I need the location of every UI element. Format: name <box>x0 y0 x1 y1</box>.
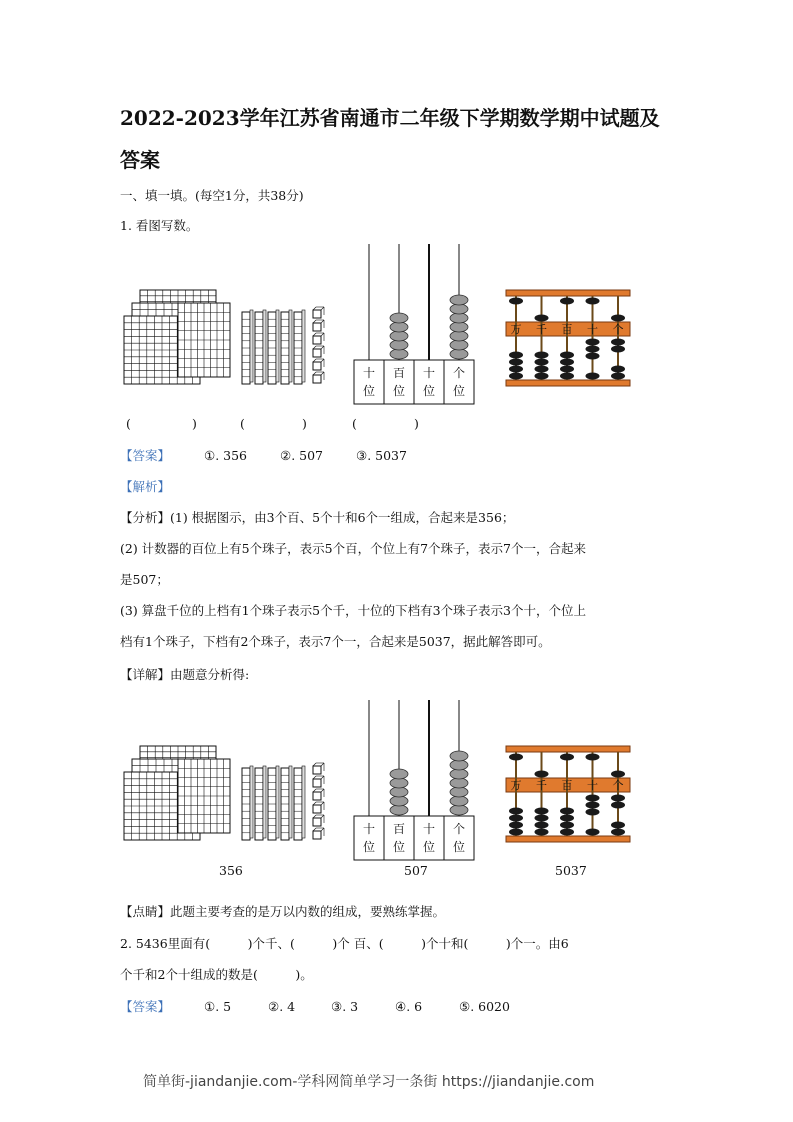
abacus-bead <box>611 315 625 322</box>
figure-row-2 <box>118 696 638 866</box>
abacus-bead <box>586 298 600 305</box>
unit-cube <box>313 779 321 787</box>
abacus-bead <box>586 339 600 346</box>
counter-label: 个 <box>452 366 466 380</box>
counter-bead <box>450 331 468 341</box>
abacus-bead <box>535 366 549 373</box>
answer-blank-2-close: ) <box>302 416 307 431</box>
counter-bead <box>450 787 468 797</box>
figure-value-3: 5037 <box>555 863 587 878</box>
counter-bead <box>450 322 468 332</box>
counter-bead <box>390 313 408 323</box>
unit-cube <box>313 362 321 370</box>
analysis-line-4: (3) 算盘千位的上档有1个珠子表示5个千，十位的下档有3个珠子表示3个十，个位上 <box>120 603 586 618</box>
answer-q2-2: ②. 4 <box>268 999 296 1014</box>
abacus-bead <box>586 373 600 380</box>
answer-2: ②. 507 <box>280 448 324 463</box>
footer-watermark: 简单街-jiandanjie.com-学科网简单学习一条街 https://jiandanjie.com <box>143 1074 595 1090</box>
abacus-bead <box>509 352 523 359</box>
abacus-frame-bottom <box>506 380 630 386</box>
counter-bead <box>390 349 408 359</box>
counter-label: 位 <box>422 384 436 398</box>
abacus-bead <box>560 829 574 836</box>
abacus-bead <box>509 829 523 836</box>
question-2-line-2: 个千和2个十组成的数是( )。 <box>120 967 313 982</box>
answer-q2-1: ①. 5 <box>204 999 232 1014</box>
unit-cube <box>313 818 321 826</box>
counter-bead <box>390 796 408 806</box>
page-title-line2: 答案 <box>120 148 160 172</box>
counter-bead <box>450 751 468 761</box>
unit-cubes <box>313 307 324 383</box>
counter-label: 十 <box>362 366 376 380</box>
abacus-bead <box>611 822 625 829</box>
abacus-bead <box>586 353 600 360</box>
abacus-bead <box>509 808 523 815</box>
abacus-bead <box>509 815 523 822</box>
abacus-bead <box>560 298 574 305</box>
abacus-bead <box>611 346 625 353</box>
counter-label: 位 <box>362 384 376 398</box>
abacus-frame-top <box>506 746 630 752</box>
abacus-bead <box>509 298 523 305</box>
unit-cube <box>313 310 321 318</box>
abacus-bead <box>586 795 600 802</box>
page-title-line1: 2022-2023学年江苏省南通市二年级下学期数学期中试题及 <box>120 106 660 130</box>
counter-label: 位 <box>362 840 376 854</box>
abacus-bead <box>611 829 625 836</box>
counter-bead <box>450 340 468 350</box>
abacus-bead <box>535 829 549 836</box>
unit-cube <box>313 766 321 774</box>
analysis-line-5: 档有1个珠子，下档有2个珠子，表示7个一，合起来是5037，据此解答即可。 <box>120 634 551 649</box>
comment: 【点睛】此题主要考查的是万以内数的组成，要熟练掌握。 <box>120 904 446 919</box>
counter-label: 百 <box>392 822 406 836</box>
analysis-line-1: 【分析】(1) 根据图示，由3个百、5个十和6个一组成，合起来是356； <box>120 510 515 525</box>
counter-bead <box>450 760 468 770</box>
answer-tag: 【答案】 <box>120 999 171 1014</box>
question-2-line-1: 2. 5436里面有( )个千、( )个 百、( )个十和( )个一。由6 <box>120 936 569 951</box>
answer-row-2 <box>120 997 510 1017</box>
abacus-bead <box>535 315 549 322</box>
abacus-bead <box>586 346 600 353</box>
counter-label: 百 <box>392 366 406 380</box>
abacus-label: 百 <box>561 779 573 792</box>
abacus-bead <box>611 373 625 380</box>
answer-1: ①. 356 <box>204 448 248 463</box>
abacus-bead <box>535 808 549 815</box>
abacus-frame-top <box>506 290 630 296</box>
counter-bead <box>450 769 468 779</box>
answer-blank-3-close: ) <box>414 416 419 431</box>
abacus-bead <box>535 359 549 366</box>
answer-3: ③. 5037 <box>356 448 407 463</box>
counter-diagram <box>354 244 474 404</box>
ten-rods <box>242 766 305 840</box>
abacus-bead <box>560 366 574 373</box>
answer-blank-3-open: ( <box>352 416 357 431</box>
counter-bead <box>450 304 468 314</box>
counter-bead <box>450 349 468 359</box>
abacus-bead <box>509 822 523 829</box>
counter-bead <box>390 331 408 341</box>
abacus-label: 百 <box>561 323 573 336</box>
answer-q2-5: ⑤. 6020 <box>459 999 510 1014</box>
section-heading: 一、填一填。(每空1分，共38分) <box>120 188 304 203</box>
answer-q2-3: ③. 3 <box>331 999 359 1014</box>
abacus-label: 个 <box>612 323 624 336</box>
abacus-bead <box>535 373 549 380</box>
analysis-tag: 【解析】 <box>120 479 171 494</box>
abacus-bead <box>535 822 549 829</box>
abacus-bead <box>560 373 574 380</box>
abacus-bead <box>560 352 574 359</box>
ten-rods <box>242 310 305 384</box>
hundred-blocks <box>124 746 230 840</box>
counter-bead <box>390 340 408 350</box>
counter-bead <box>390 322 408 332</box>
abacus-label: 万 <box>510 323 522 336</box>
figure-value-2: 507 <box>404 863 428 878</box>
unit-cube <box>313 831 321 839</box>
abacus-label: 个 <box>612 779 624 792</box>
abacus-bead <box>611 366 625 373</box>
counter-bead <box>450 295 468 305</box>
figure-value-1: 356 <box>219 863 243 878</box>
analysis-line-2: (2) 计数器的百位上有5个珠子，表示5个百，个位上有7个珠子，表示7个一，合起来 <box>120 541 586 556</box>
abacus-bead <box>535 815 549 822</box>
unit-cube <box>313 375 321 383</box>
counter-label: 位 <box>452 384 466 398</box>
analysis-line-3: 是507； <box>120 572 169 587</box>
unit-cube <box>313 336 321 344</box>
abacus-bead <box>560 754 574 761</box>
figure-row-1 <box>118 240 638 410</box>
abacus-label: 万 <box>510 779 522 792</box>
counter-label: 位 <box>452 840 466 854</box>
abacus-bead <box>509 359 523 366</box>
counter-label: 位 <box>422 840 436 854</box>
abacus-bead <box>611 339 625 346</box>
counter-bead <box>450 313 468 323</box>
abacus <box>506 746 630 842</box>
counter-bead <box>390 787 408 797</box>
abacus-label: 十 <box>587 323 598 336</box>
counter-bead <box>450 796 468 806</box>
hundred-blocks <box>124 290 230 384</box>
abacus-bead <box>560 822 574 829</box>
counter-bead <box>390 769 408 779</box>
abacus-label: 千 <box>536 323 547 336</box>
answer-q2-4: ④. 6 <box>395 999 423 1014</box>
abacus-bead <box>560 815 574 822</box>
counter-bead <box>390 778 408 788</box>
abacus-label: 十 <box>587 779 598 792</box>
abacus-bead <box>611 771 625 778</box>
counter-diagram <box>354 700 474 860</box>
answer-blank-1-close: ) <box>192 416 197 431</box>
abacus-bead <box>586 829 600 836</box>
counter-label: 位 <box>392 840 406 854</box>
abacus-bead <box>586 809 600 816</box>
abacus-bead <box>509 754 523 761</box>
question-1: 1. 看图写数。 <box>120 218 199 233</box>
abacus-bead <box>535 352 549 359</box>
counter-bead <box>390 805 408 815</box>
unit-cube <box>313 349 321 357</box>
counter-label: 十 <box>422 822 436 836</box>
unit-cube <box>313 792 321 800</box>
counter-label: 个 <box>452 822 466 836</box>
abacus-bead <box>611 802 625 809</box>
abacus-frame-bottom <box>506 836 630 842</box>
abacus <box>506 290 630 386</box>
counter-bead <box>450 805 468 815</box>
abacus-bead <box>586 802 600 809</box>
abacus-bead <box>560 359 574 366</box>
abacus-bead <box>509 373 523 380</box>
abacus-label: 千 <box>536 779 547 792</box>
answer-row-1 <box>120 446 407 466</box>
unit-cube <box>313 805 321 813</box>
unit-cubes <box>313 763 324 839</box>
abacus-bead <box>586 754 600 761</box>
counter-label: 十 <box>362 822 376 836</box>
abacus-bead <box>535 771 549 778</box>
unit-cube <box>313 323 321 331</box>
abacus-bead <box>611 795 625 802</box>
counter-label: 位 <box>392 384 406 398</box>
detail-heading: 【详解】由题意分析得: <box>120 667 250 682</box>
answer-blank-2-open: ( <box>240 416 245 431</box>
counter-label: 十 <box>422 366 436 380</box>
abacus-bead <box>560 808 574 815</box>
abacus-bead <box>509 366 523 373</box>
answer-blank-1-open: ( <box>126 416 131 431</box>
answer-tag: 【答案】 <box>120 448 171 463</box>
counter-bead <box>450 778 468 788</box>
